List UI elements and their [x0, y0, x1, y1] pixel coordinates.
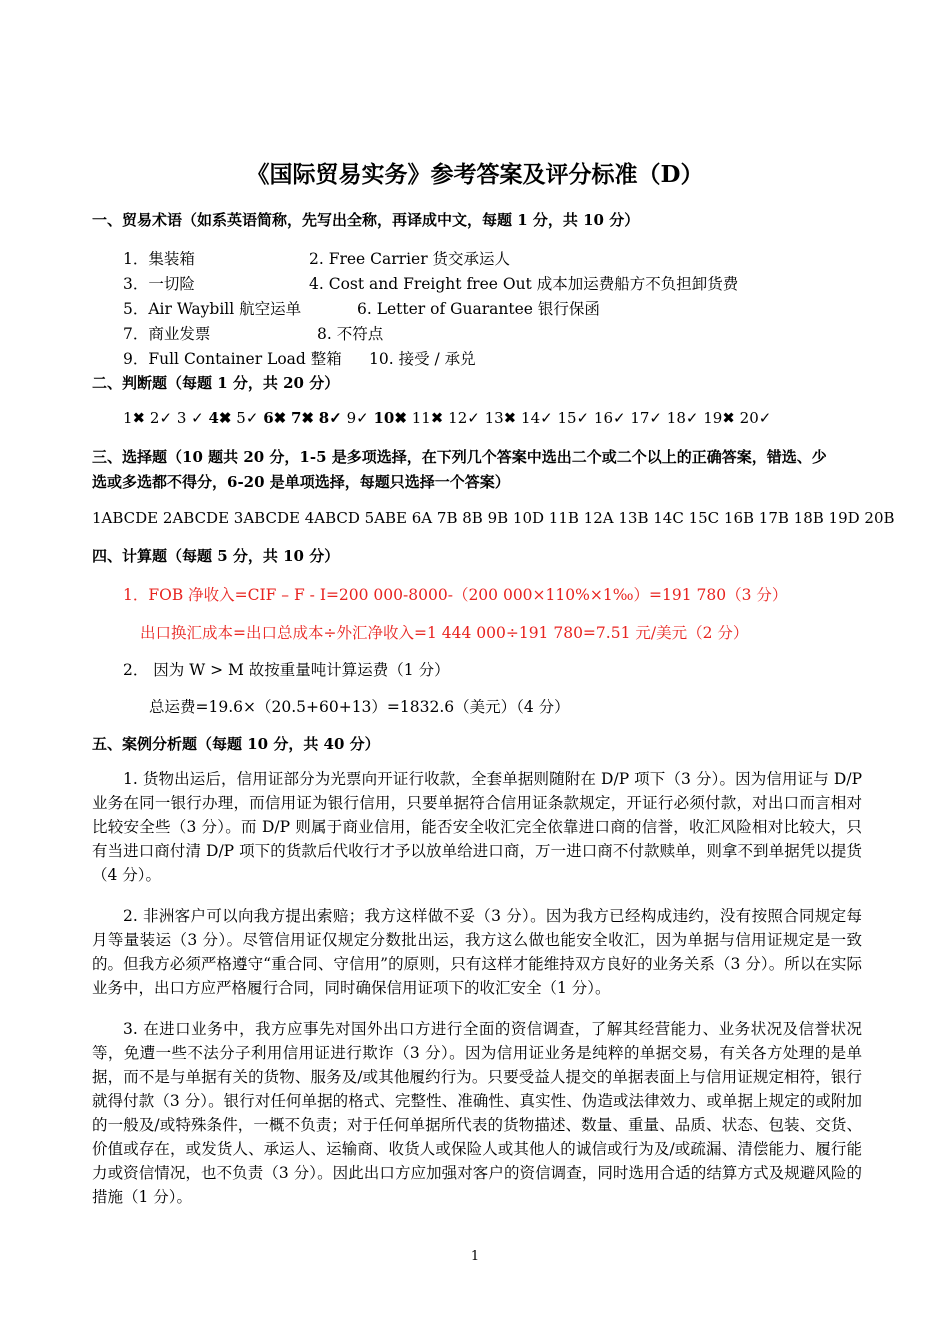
judgement-answer: 19✖	[703, 409, 735, 427]
term-item: 9．Full Container Load 整箱	[123, 350, 342, 368]
page-title: 《国际贸易实务》参考答案及评分标准（D）	[246, 161, 704, 188]
judgement-answer: 17✓	[630, 409, 662, 427]
term-item: 7．商业发票	[123, 325, 211, 343]
term-item: 6. Letter of Guarantee 银行保函	[357, 300, 600, 318]
choice-answers: 1ABCDE 2ABCDE 3ABCDE 4ABCD 5ABE 6A 7B 8B 9B 10D 11B 12A 13B 14C 15C 16B 17B 18B 19D 20B	[92, 509, 895, 527]
term-item: 10. 接受 / 承兑	[369, 350, 476, 368]
term-item: 3．一切险	[123, 275, 195, 293]
section-4-heading: 四、计算题（每题 5 分，共 10 分）	[92, 547, 340, 565]
judgement-answer: 15✓	[557, 409, 590, 427]
calc-line: 出口换汇成本=出口总成本÷外汇净收入=1 444 000÷191 780=7.51 元/美元（2 分）	[140, 624, 749, 642]
term-item: 2. Free Carrier 货交承运人	[309, 250, 511, 268]
section-3-heading-cont: 选或多选都不得分，6-20 是单项选择，每题只选择一个答案）	[92, 473, 510, 491]
section-2-heading: 二、判断题（每题 1 分，共 20 分）	[92, 374, 340, 392]
judgement-answer: 5✓	[236, 409, 259, 427]
judgement-answer: 7✖	[290, 409, 314, 427]
judgement-answer: 13✖	[484, 409, 517, 427]
judgement-answer: 1✖	[123, 409, 146, 427]
judgement-answer: 8✓	[318, 409, 342, 427]
judgement-answer: 10✖	[373, 409, 407, 427]
calc-line: 2． 因为 W > M 故按重量吨计算运费（1 分）	[123, 661, 450, 679]
judgement-answer: 20✓	[739, 409, 772, 427]
term-item: 1．集装箱	[123, 250, 195, 268]
calc-line: 1．FOB 净收入=CIF – F - I=200 000-8000-（200 000×110%×1‰）=191 780（3 分）	[123, 586, 788, 604]
section-5-heading: 五、案例分析题（每题 10 分，共 40 分）	[92, 735, 380, 753]
case-paragraph: 3. 在进口业务中，我方应事先对国外出口方进行全面的资信调查，了解其经营能力、业务状况及信誉状况等，免遭一些不法分子利用信用证进行欺诈（3 分）。因为信用证业务是纯粹的单据交易，有关各方处理的是单据，而不是与单据有关的货物、服务及/或其他履约行为。只要受益人提交的单据表面上与信用证规定相符，银行就得付款（3 分）。银行对任何单据的格式、完整性、准确性、真实性、伪造或法律效力、或单据上规定的或附加的一般及/或特殊条件，一概不负责；对于任何单据所代表的货物描述、数量、重量、品质、状态、包装、交货、价值或存在，或发货人、承运人、运输商、收货人或保险人或其他人的诚信或行为及/或疏漏、清偿能力、履行能力或资信情况，也不负责（3 分）。因此出口方应加强对客户的资信调查，同时选用合适的结算方式及规避风险的措施（1 分）。	[92, 1020, 862, 1206]
judgement-answer: 6✖	[263, 409, 287, 427]
term-item: 4. Cost and Freight free Out 成本加运费船方不负担卸货费	[309, 275, 739, 293]
judgement-answer: 14✓	[521, 409, 553, 427]
judgement-answers	[123, 409, 771, 427]
section-3-heading: 三、选择题（10 题共 20 分，1-5 是多项选择，在下列几个答案中选出二个或二个以上的正确答案，错选、少	[92, 448, 827, 466]
page-number: 1	[470, 1249, 480, 1264]
judgement-answer: 3 ✓	[176, 409, 204, 427]
term-item: 8. 不符点	[317, 325, 384, 343]
judgement-answer: 9✓	[346, 409, 369, 427]
case-paragraph: 2. 非洲客户可以向我方提出索赔；我方这样做不妥（3 分）。因为我方已经构成违约，没有按照合同规定每月等量装运（3 分）。尽管信用证仅规定分数批出运，我方这么做也能安全收汇，因为单据与信用证规定是一致的。但我方必须严格遵守“重合同、守信用”的原则，只有这样才能维持双方良好的业务关系（3 分）。所以在实际业务中，出口方应严格履行合同，同时确保信用证项下的收汇安全（1 分）。	[92, 907, 862, 997]
judgement-answer: 18✓	[666, 409, 699, 427]
judgement-answer: 16✓	[593, 409, 626, 427]
case-paragraph: 1. 货物出运后，信用证部分为光票向开证行收款，全套单据则随附在 D/P 项下（3 分）。因为信用证与 D/P 业务在同一银行办理，而信用证为银行信用，只要单据符合信用证条款规定，开证行必须付款，对出口而言相对比较安全些（3 分）。而 D/P 则属于商业信用，能否安全收汇完全依靠进口商的信誉，收汇风险相对比较大，只有当进口商付清 D/P 项下的货款后代收行才予以放单给进口商，万一进口商不付款赎单，则拿不到单据凭以提货（4 分）。	[92, 770, 862, 884]
calc-line: 总运费=19.6×（20.5+60+13）=1832.6（美元）（4 分）	[149, 698, 570, 716]
judgement-answer: 4✖	[208, 409, 232, 427]
section-1-heading: 一、贸易术语（如系英语简称，先写出全称，再译成中文，每题 1 分，共 10 分）	[92, 211, 640, 229]
judgement-answer: 12✓	[448, 409, 480, 427]
judgement-answer: 2✓	[149, 409, 173, 427]
term-item: 5．Air Waybill 航空运单	[123, 300, 302, 318]
judgement-answer: 11✖	[411, 409, 444, 427]
